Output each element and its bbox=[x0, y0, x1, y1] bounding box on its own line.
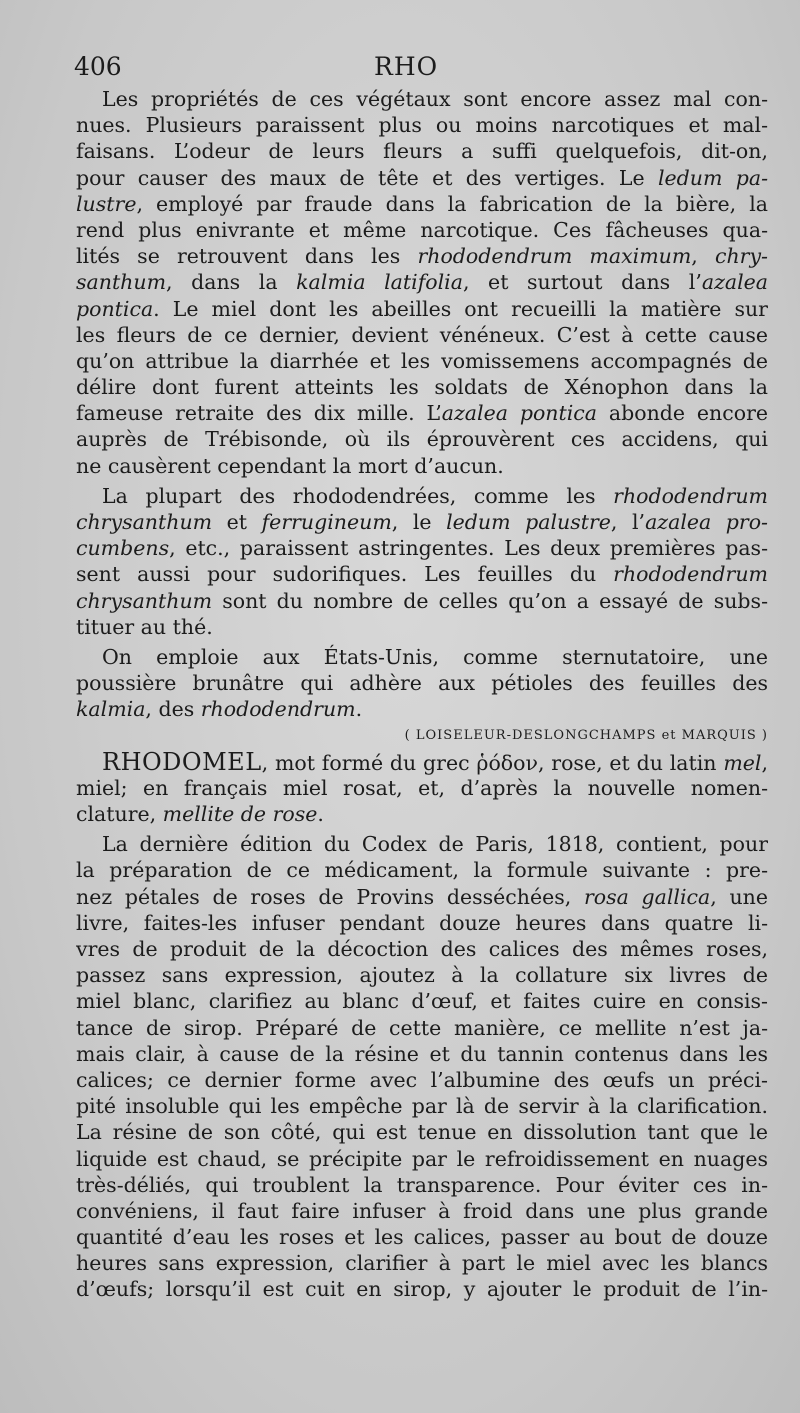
text-line: pour causer des maux de tête et des vertiges. Le ledum pa- bbox=[76, 165, 768, 190]
text-line: tituer au thé. bbox=[76, 614, 213, 639]
text-line: mais clair, à cause de la résine et du tannin contenus dans les bbox=[76, 1041, 768, 1066]
text-line: pité insoluble qui les empêche par là de servir à la clarification. bbox=[76, 1094, 768, 1119]
text-line: qu’on attribue la diarrhée et les vomissemens accompagnés de bbox=[76, 348, 768, 373]
text-line: La plupart des rhododendrées, comme les rhododendrum bbox=[102, 483, 768, 508]
text-line: calices; ce dernier forme avec l’albumine des œufs un préci- bbox=[76, 1067, 768, 1092]
text-line: ne causèrent cependant la mort d’aucun. bbox=[76, 453, 504, 478]
text-line: chrysanthum et ferrugineum, le ledum palustre, l’azalea pro- bbox=[76, 510, 768, 534]
text-line: faisans. L’odeur de leurs fleurs a suffi quelquefois, dit-on, bbox=[76, 139, 768, 164]
text-line: d’œufs; lorsqu’il est cuit en sirop, y ajouter le produit de l’in- bbox=[76, 1277, 768, 1302]
text-line: livre, faites-les infuser pendant douze heures dans quatre li- bbox=[76, 910, 768, 935]
text-line: Les propriétés de ces végétaux sont encore assez mal con- bbox=[102, 87, 768, 111]
text-line: lités se retrouvent dans les rhododendrum maximum, chry- bbox=[76, 244, 768, 269]
text-line: santhum, dans la kalmia latifolia, et surtout dans l’azalea bbox=[76, 270, 768, 295]
text-line: cumbens, etc., paraissent astringentes. Les deux premières pas- bbox=[76, 536, 768, 561]
text-line: rend plus enivrante et même narcotique. Ces fâcheuses qua- bbox=[76, 217, 768, 242]
author-attribution: ( LOISELEUR-DESLONGCHAMPS et MARQUIS ) bbox=[404, 727, 768, 743]
text-line: sent aussi pour sudorifiques. Les feuilles du rhododendrum bbox=[76, 562, 768, 587]
text-line: nez pétales de roses de Provins desséchées, rosa gallica, une bbox=[76, 884, 768, 909]
text-line: les fleurs de ce dernier, devient vénéneux. C’est à cette cause bbox=[76, 322, 768, 347]
page-number: 406 bbox=[74, 52, 122, 81]
text-line: miel; en français miel rosat, et, d’après la nouvelle nomen- bbox=[76, 775, 768, 800]
text-line: délire dont furent atteints les soldats de Xénophon dans la bbox=[76, 375, 768, 400]
text-line: On emploie aux États-Unis, comme sternutatoire, une bbox=[102, 644, 768, 669]
text-line: auprès de Trébisonde, où ils éprouvèrent ces accidens, qui bbox=[76, 427, 768, 452]
body-text bbox=[76, 86, 768, 1303]
text-line: liquide est chaud, se précipite par le refroidissement en nuages bbox=[76, 1146, 768, 1171]
text-line: miel blanc, clarifiez au blanc d’œuf, et faites cuire en consis- bbox=[76, 989, 768, 1014]
text-line: convéniens, il faut faire infuser à froid dans une plus grande bbox=[76, 1198, 768, 1223]
text-line: tance de sirop. Préparé de cette manière, ce mellite n’est ja- bbox=[76, 1015, 768, 1040]
text-line: chrysanthum sont du nombre de celles qu’on a essayé de subs- bbox=[76, 588, 768, 613]
text-line: lustre, employé par fraude dans la fabrication de la bière, la bbox=[76, 191, 768, 216]
text-line: La dernière édition du Codex de Paris, 1818, contient, pour bbox=[102, 832, 768, 857]
text-line: quantité d’eau les roses et les calices, passer au bout de douze bbox=[76, 1225, 768, 1250]
text-line: clature, mellite de rose. bbox=[76, 802, 324, 827]
running-head: RHO bbox=[374, 52, 439, 81]
text-line: heures sans expression, clarifier à part le miel avec les blancs bbox=[76, 1251, 768, 1276]
text-line: pontica. Le miel dont les abeilles ont recueilli la matière sur bbox=[76, 296, 768, 321]
text-line: poussière brunâtre qui adhère aux pétioles des feuilles des bbox=[76, 671, 768, 696]
text-line: la préparation de ce médicament, la formule suivante : pre- bbox=[76, 858, 768, 883]
text-line: fameuse retraite des dix mille. L’azalea pontica abonde encore bbox=[76, 401, 768, 426]
page-header bbox=[74, 52, 764, 86]
text-line: RHODOMEL, mot formé du grec ῥόδον, rose, et du latin mel, bbox=[102, 748, 768, 775]
text-line: kalmia, des rhododendrum. bbox=[76, 697, 363, 722]
text-line: vres de produit de la décoction des calices des mêmes roses, bbox=[76, 937, 768, 961]
text-line: passez sans expression, ajoutez à la collature six livres de bbox=[76, 963, 768, 988]
text-line: nues. Plusieurs paraissent plus ou moins narcotiques et mal- bbox=[76, 113, 768, 138]
text-line: La résine de son côté, qui est tenue en dissolution tant que le bbox=[76, 1120, 768, 1145]
text-line: très-déliés, qui troublent la transparence. Pour éviter ces in- bbox=[76, 1172, 768, 1197]
